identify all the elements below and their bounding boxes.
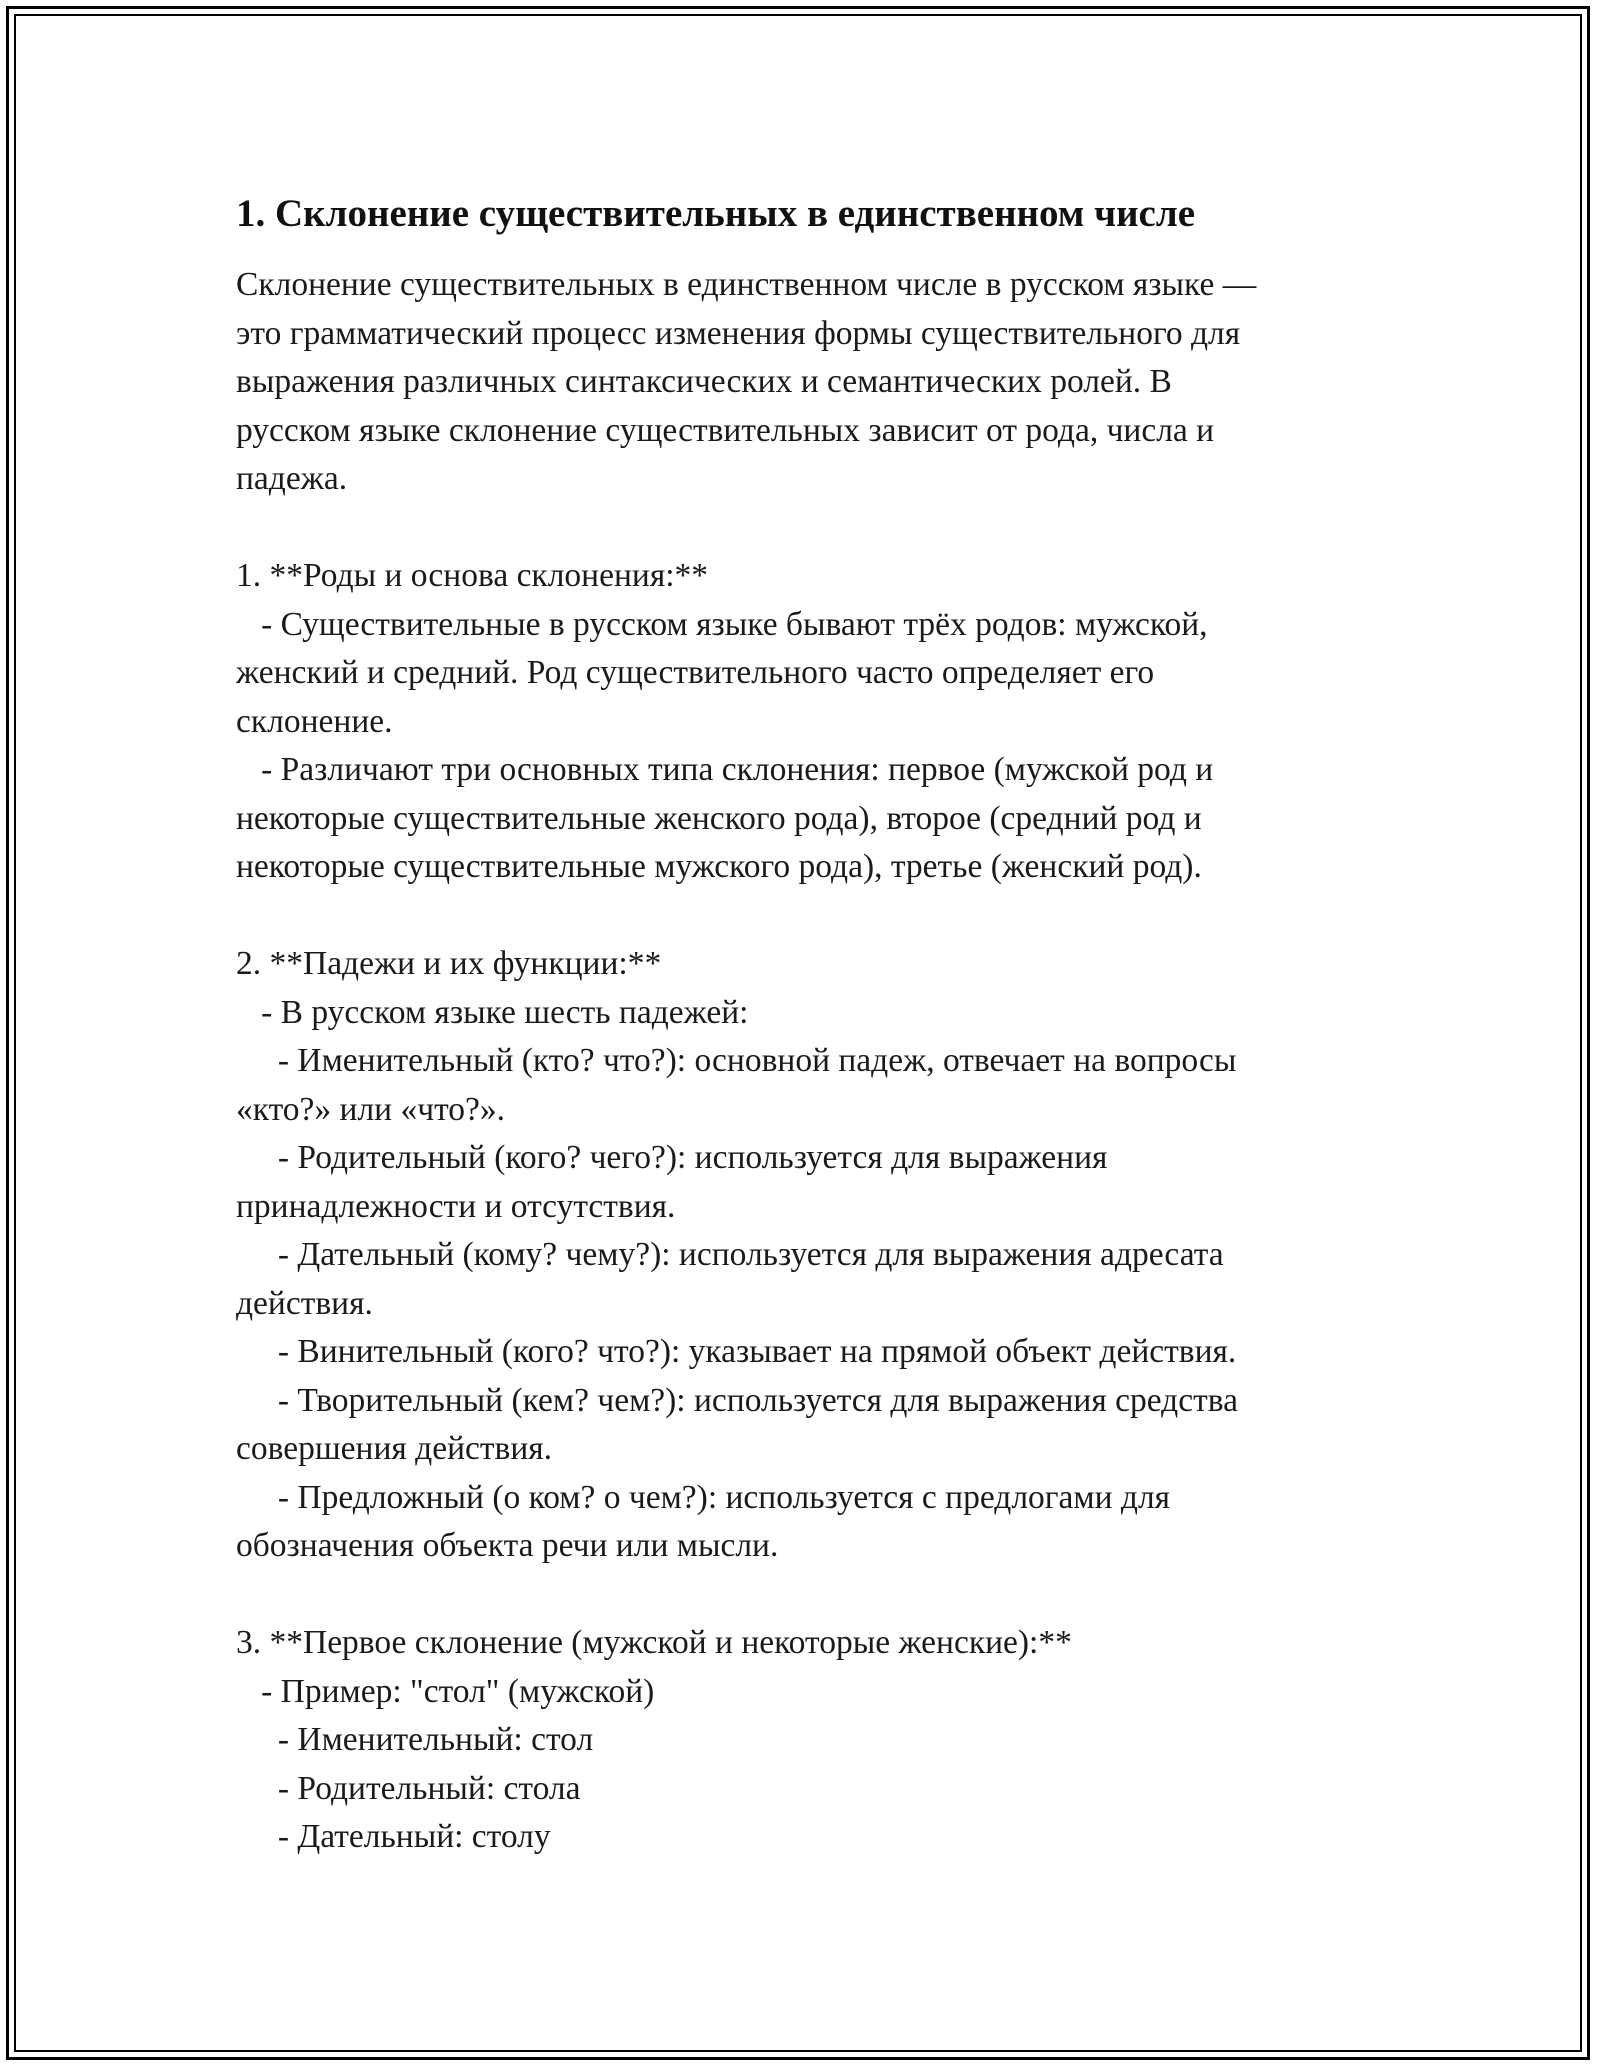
document-title: 1. Склонение существительных в единственном числе <box>236 192 1196 235</box>
document-body: Склонение существительных в единственном числе в русском языке — это грамматический процесс изменения формы существительного для выражения различных синтаксических и семантических ролей. В русском языке склонение существительных зависит от рода, числа и падежа. 1. **Роды и основа склонения:** - Существительные в русском языке бывают трёх родов: мужской, женский и средний. Род существительного часто определяет его склонение. - Различают три основных типа склонения: первое (мужской род и некоторые существительные женского рода), второе (средний род и некоторые существительные мужского рода), третье (женский род). 2. **Падежи и их функции:** - В русском языке шесть падежей: - Именительный (кто? что?): основной падеж, отвечает на вопросы «кто?» или «что?». - Родительный (кого? чего?): используется для выражения принадлежности и отсутствия. - Дательный (кому? чему?): используется для выражения адресата действия. - Винительный (кого? что?): указывает на прямой объект действия. - Творительный (кем? чем?): используется для выражения средства совершения действия. - Предложный (о ком? о чем?): используется с предлогами для обозначения объекта речи или мысли. 3. **Первое склонение (мужской и некоторые женские):** - Пример: "стол" (мужской) - Именительный: стол - Родительный: стола - Дательный: столу <box>236 266 1257 1855</box>
document-content <box>236 186 1396 1862</box>
